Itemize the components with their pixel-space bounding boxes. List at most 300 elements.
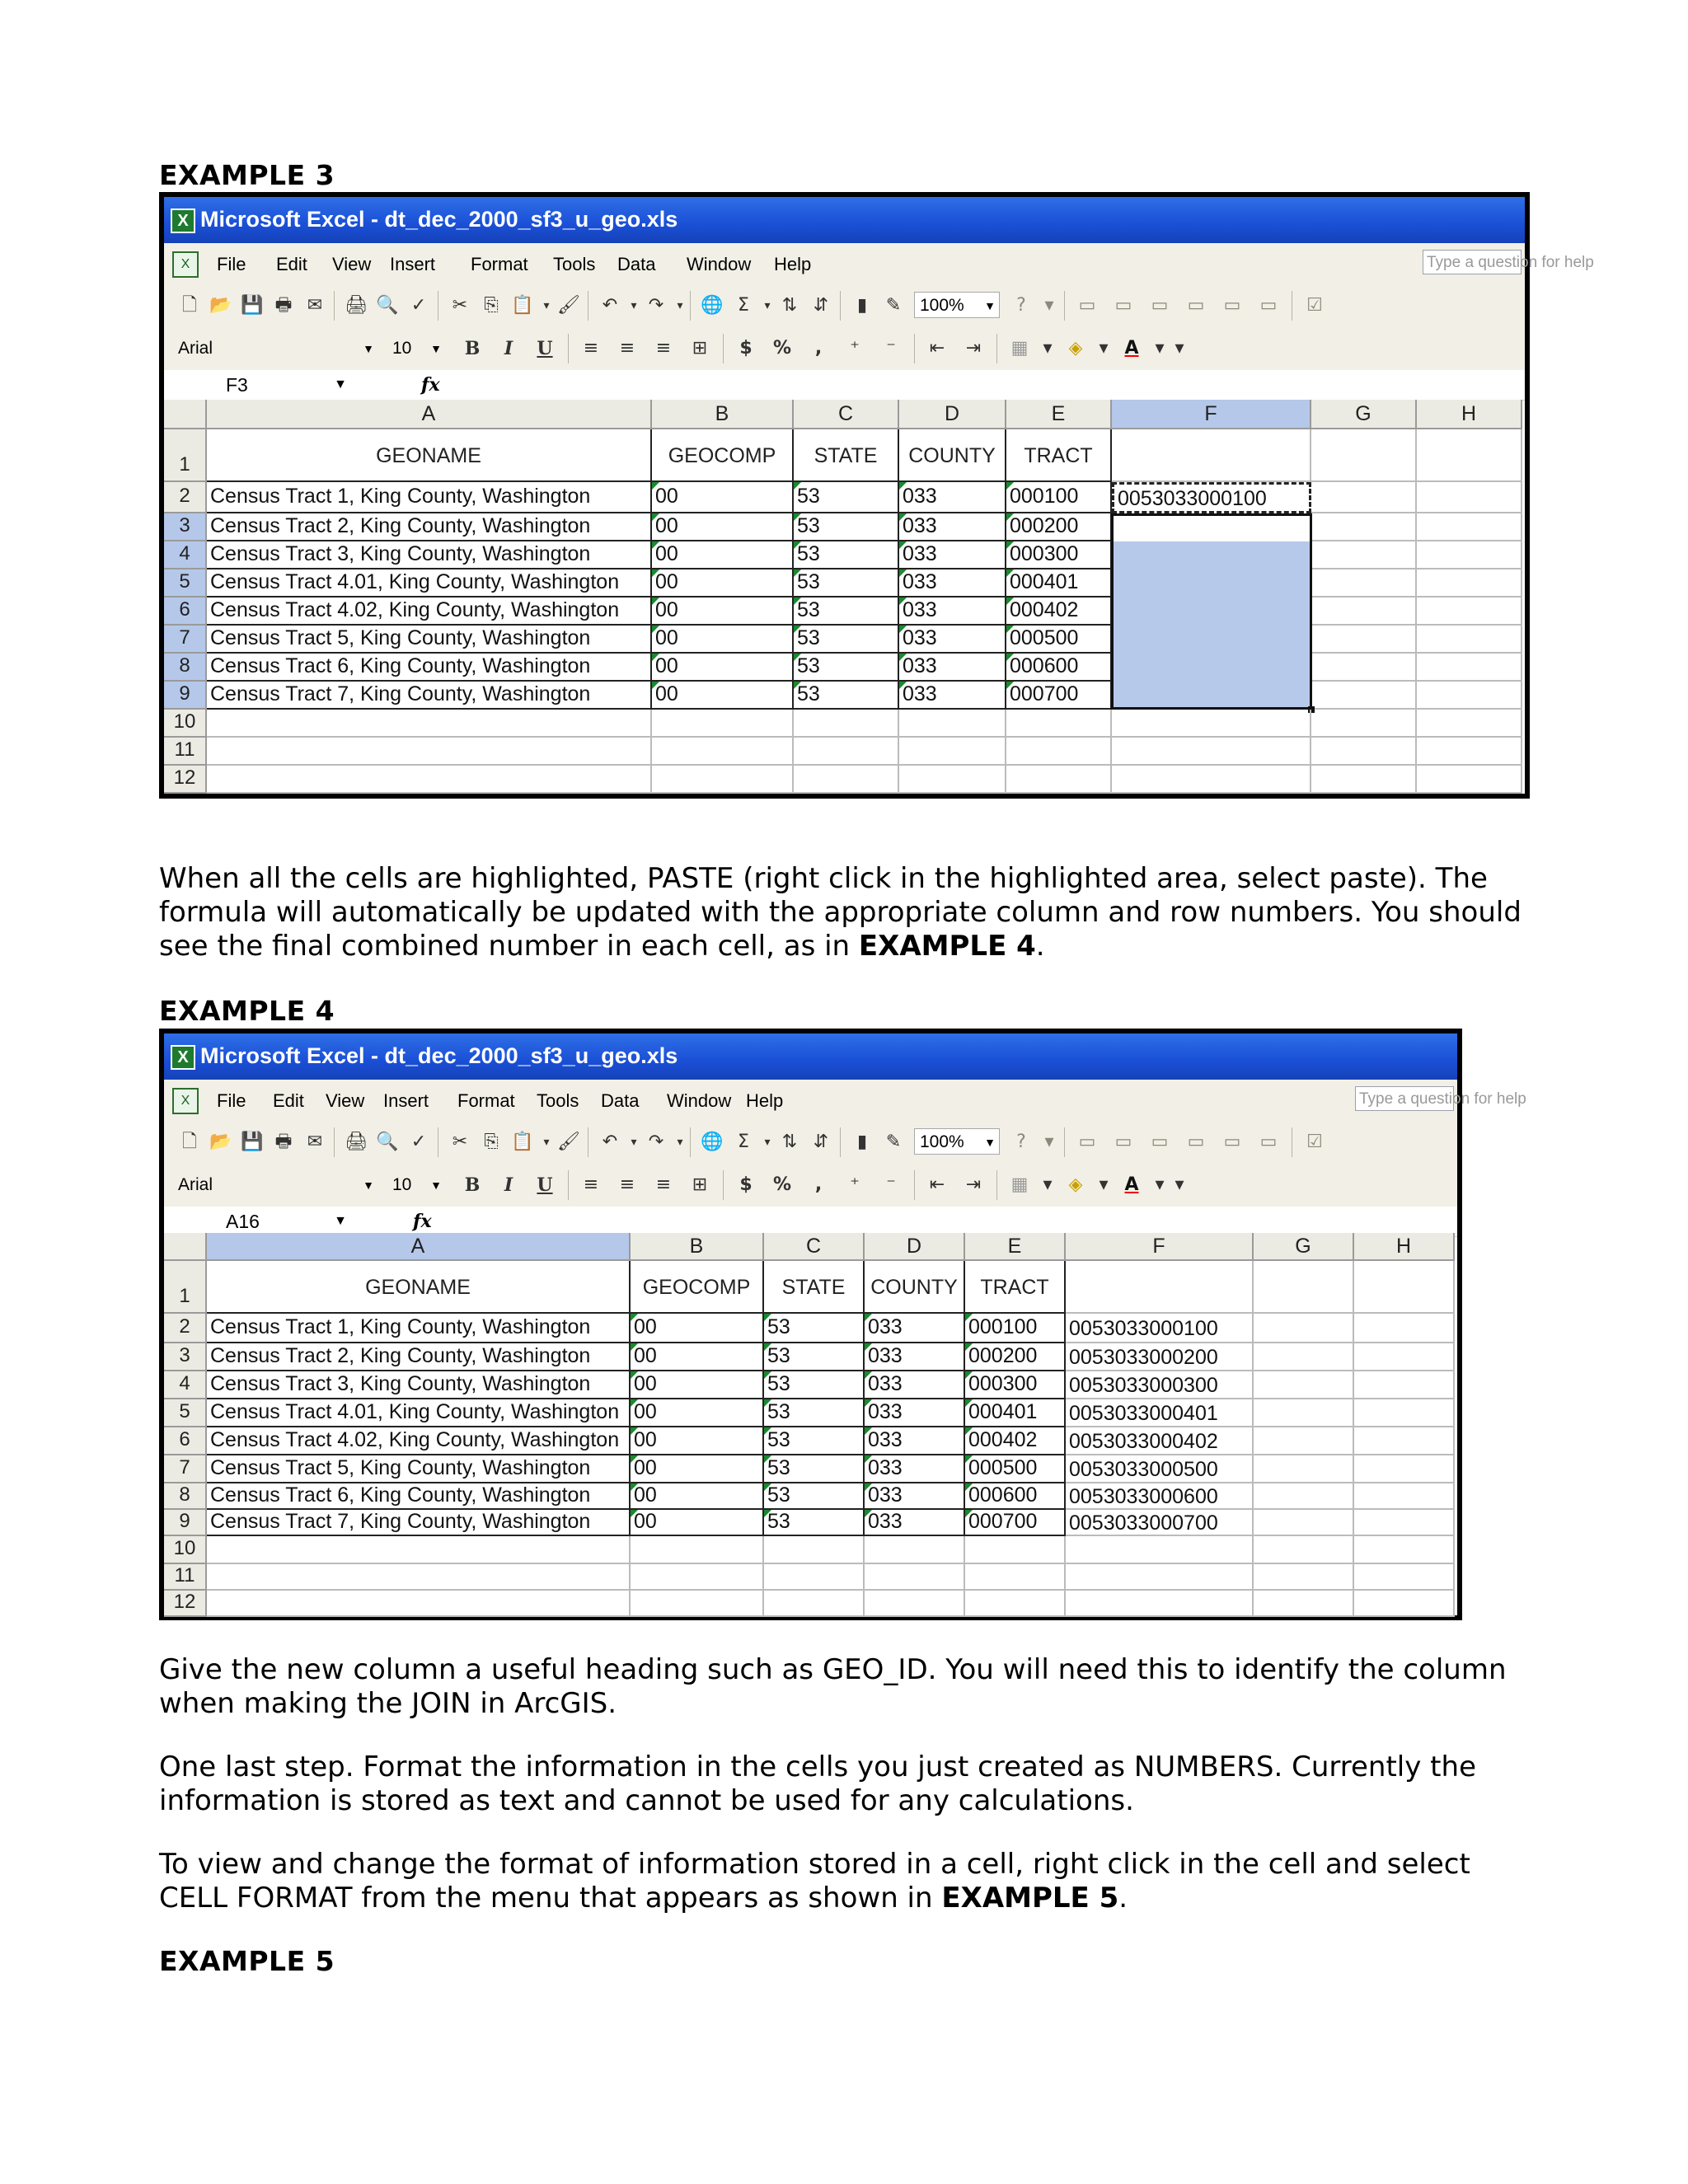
spelling-icon[interactable]: ✓ <box>410 1132 427 1152</box>
cell-geoname[interactable]: Census Tract 3, King County, Washington <box>207 541 652 569</box>
save-icon[interactable]: 💾 <box>241 295 264 316</box>
fill-color-icon[interactable]: ◈ <box>1068 338 1083 359</box>
cell-county[interactable]: 033 <box>865 1427 965 1455</box>
autosum-icon[interactable]: Σ <box>738 295 749 316</box>
menu-view[interactable]: View <box>332 254 372 274</box>
cell-tract[interactable]: 000500 <box>965 1455 1066 1483</box>
cell-state[interactable]: 53 <box>764 1427 865 1455</box>
currency-icon[interactable]: $ <box>739 1174 753 1195</box>
print-icon[interactable]: 🖨 <box>345 295 368 316</box>
cell-geo-id[interactable]: 0053033000600 <box>1066 1483 1254 1510</box>
help-dropdown-icon[interactable]: ▾ <box>1044 1132 1054 1152</box>
comma-icon[interactable]: , <box>814 1174 823 1195</box>
decrease-decimal-icon[interactable]: ⁻ <box>886 338 896 359</box>
empty-cell[interactable] <box>1417 738 1522 766</box>
cell-state[interactable]: 53 <box>794 598 899 626</box>
cell-state[interactable]: 53 <box>764 1399 865 1427</box>
email-icon[interactable]: ✉ <box>307 1132 323 1152</box>
font-color-icon[interactable]: A <box>1124 1174 1139 1195</box>
header-cell-state[interactable]: STATE <box>794 429 899 482</box>
empty-cell[interactable] <box>1254 1399 1354 1427</box>
empty-cell[interactable] <box>1006 710 1112 738</box>
cell-geocomp[interactable]: 00 <box>652 482 794 513</box>
cell-geocomp[interactable]: 00 <box>631 1399 764 1427</box>
empty-cell[interactable] <box>764 1564 865 1591</box>
column-header-c[interactable]: C <box>794 400 899 429</box>
cell-county[interactable]: 033 <box>899 541 1006 569</box>
new-folder-icon[interactable]: ▭ <box>1078 1132 1096 1152</box>
percent-icon[interactable]: % <box>772 1174 792 1195</box>
paste-dropdown-icon[interactable]: ▾ <box>543 1136 550 1149</box>
column-header-g[interactable]: G <box>1311 400 1417 429</box>
copy-icon[interactable]: ⎘ <box>484 1132 499 1152</box>
format-painter-icon[interactable]: 🖌 <box>557 295 580 316</box>
empty-cell[interactable] <box>631 1564 764 1591</box>
workbook-icon[interactable]: X <box>172 1088 199 1114</box>
cell-geoname[interactable]: Census Tract 4.02, King County, Washington <box>207 1427 631 1455</box>
ask-question-input[interactable]: Type a question for help <box>1423 250 1522 274</box>
cell-geocomp[interactable]: 00 <box>631 1427 764 1455</box>
font-name-select[interactable]: Arial ▼ <box>172 335 378 361</box>
cell-county[interactable]: 033 <box>865 1399 965 1427</box>
borders-icon[interactable]: ▦ <box>1010 1174 1029 1195</box>
header-cell-state[interactable]: STATE <box>764 1261 865 1314</box>
empty-cell[interactable] <box>1066 1536 1254 1564</box>
row-header-8[interactable]: 8 <box>164 654 207 682</box>
empty-cell[interactable] <box>1417 766 1522 794</box>
cell-geocomp[interactable]: 00 <box>631 1510 764 1536</box>
header-cell-geoname[interactable]: GEONAME <box>207 1261 631 1314</box>
menu-insert[interactable]: Insert <box>383 1090 429 1111</box>
tools-icon[interactable]: ▭ <box>1259 295 1278 316</box>
cell-county[interactable]: 033 <box>899 513 1006 541</box>
empty-cell[interactable] <box>1354 1343 1455 1371</box>
borders-dropdown-icon[interactable]: ▾ <box>1043 1174 1053 1195</box>
menu-data[interactable]: Data <box>617 254 656 274</box>
row-header-12[interactable]: 12 <box>164 766 207 794</box>
column-header-d[interactable]: D <box>899 400 1006 429</box>
font-color-dropdown-icon[interactable]: ▾ <box>1155 1174 1165 1195</box>
name-box-dropdown-icon[interactable]: ▼ <box>334 377 347 391</box>
align-center-icon[interactable]: ≡ <box>619 338 635 359</box>
redo-icon[interactable]: ↷ <box>648 295 664 316</box>
toolbar-options-icon[interactable]: ▾ <box>1175 338 1184 359</box>
cell-geocomp[interactable]: 00 <box>631 1455 764 1483</box>
select-all-corner[interactable] <box>164 1233 207 1261</box>
row-header-11[interactable]: 11 <box>164 738 207 766</box>
chart-wizard-icon[interactable]: ▮ <box>856 1132 868 1152</box>
menu-help[interactable]: Help <box>746 1090 784 1111</box>
row-header-1[interactable]: 1 <box>164 1261 207 1314</box>
bold-icon[interactable]: B <box>464 338 481 359</box>
cell-geo-id[interactable]: 0053033000200 <box>1066 1343 1254 1371</box>
decrease-decimal-icon[interactable]: ⁻ <box>886 1174 896 1195</box>
autosum-icon[interactable]: Σ <box>738 1132 749 1152</box>
align-right-icon[interactable]: ≡ <box>655 338 672 359</box>
help-icon[interactable]: ? <box>1016 1132 1026 1152</box>
paste-icon[interactable]: 📋 <box>511 1132 534 1152</box>
empty-cell[interactable] <box>1254 1510 1354 1536</box>
empty-cell[interactable] <box>1417 682 1522 710</box>
format-painter-icon[interactable]: 🖌 <box>557 1132 580 1152</box>
cell-county[interactable]: 033 <box>865 1483 965 1510</box>
column-header-e[interactable]: E <box>965 1233 1066 1261</box>
hyperlink-icon[interactable]: 🌐 <box>701 295 724 316</box>
empty-cell[interactable] <box>1254 1455 1354 1483</box>
row-header-2[interactable]: 2 <box>164 1314 207 1343</box>
folder-2-icon[interactable]: ▭ <box>1151 295 1169 316</box>
empty-cell[interactable] <box>1417 598 1522 626</box>
increase-indent-icon[interactable]: ⇥ <box>965 338 982 359</box>
row-header-10[interactable]: 10 <box>164 1536 207 1564</box>
empty-cell[interactable] <box>1254 1261 1354 1314</box>
empty-cell[interactable] <box>1006 766 1112 794</box>
empty-cell[interactable] <box>794 710 899 738</box>
empty-cell[interactable] <box>1417 569 1522 598</box>
empty-cell[interactable] <box>1311 513 1417 541</box>
permission-icon[interactable]: 🖶 <box>274 295 293 316</box>
empty-cell[interactable] <box>1311 626 1417 654</box>
row-header-9[interactable]: 9 <box>164 1510 207 1536</box>
empty-cell[interactable] <box>1354 1427 1455 1455</box>
header-cell-county[interactable]: COUNTY <box>899 429 1006 482</box>
cell-state[interactable]: 53 <box>764 1371 865 1399</box>
paste-icon[interactable]: 📋 <box>511 295 534 316</box>
cell-state[interactable]: 53 <box>794 513 899 541</box>
undo-dropdown-icon[interactable]: ▾ <box>631 1136 637 1149</box>
cell-geocomp[interactable]: 00 <box>652 541 794 569</box>
empty-cell[interactable] <box>1311 738 1417 766</box>
cell-geoname[interactable]: Census Tract 5, King County, Washington <box>207 626 652 654</box>
name-box[interactable]: F3 ▼ <box>164 370 354 400</box>
empty-cell[interactable] <box>865 1564 965 1591</box>
cell-county[interactable]: 033 <box>865 1371 965 1399</box>
column-header-b[interactable]: B <box>652 400 794 429</box>
empty-cell[interactable] <box>1311 682 1417 710</box>
align-left-icon[interactable]: ≡ <box>583 1174 599 1195</box>
cell-county[interactable]: 033 <box>899 482 1006 513</box>
cell-tract[interactable]: 000700 <box>1006 682 1112 710</box>
review-icon[interactable]: ☑ <box>1306 1132 1323 1152</box>
cell-geoname[interactable]: Census Tract 5, King County, Washington <box>207 1455 631 1483</box>
empty-cell[interactable] <box>1254 1427 1354 1455</box>
cell-geoname[interactable]: Census Tract 2, King County, Washington <box>207 513 652 541</box>
empty-cell[interactable] <box>652 738 794 766</box>
save-icon[interactable]: 💾 <box>241 1132 264 1152</box>
empty-cell[interactable] <box>1311 429 1417 482</box>
sort-ascending-icon[interactable]: ⇅ <box>781 1132 798 1152</box>
cell-geoname[interactable]: Census Tract 2, King County, Washington <box>207 1343 631 1371</box>
font-size-select[interactable]: 10 ▼ <box>387 335 446 361</box>
align-right-icon[interactable]: ≡ <box>655 1174 672 1195</box>
mail-icon[interactable]: ▭ <box>1187 295 1205 316</box>
underline-icon[interactable]: U <box>537 1174 553 1196</box>
cell-county[interactable]: 033 <box>899 626 1006 654</box>
empty-cell[interactable] <box>1354 1510 1455 1536</box>
header-cell-geocomp[interactable]: GEOCOMP <box>631 1261 764 1314</box>
row-header-1[interactable]: 1 <box>164 429 207 482</box>
empty-cell[interactable] <box>1417 710 1522 738</box>
autosum-dropdown-icon[interactable]: ▾ <box>764 299 771 312</box>
empty-cell[interactable] <box>631 1591 764 1617</box>
empty-cell[interactable] <box>1354 1371 1455 1399</box>
empty-cell[interactable] <box>1417 626 1522 654</box>
align-center-icon[interactable]: ≡ <box>619 1174 635 1195</box>
cell-geoname[interactable]: Census Tract 4.01, King County, Washington <box>207 1399 631 1427</box>
cell-geoname[interactable]: Census Tract 4.01, King County, Washington <box>207 569 652 598</box>
align-left-icon[interactable]: ≡ <box>583 338 599 359</box>
cell-geocomp[interactable]: 00 <box>631 1314 764 1343</box>
row-header-3[interactable]: 3 <box>164 513 207 541</box>
menu-window[interactable]: Window <box>667 1090 732 1111</box>
column-header-h[interactable]: H <box>1354 1233 1455 1261</box>
font-name-select[interactable]: Arial ▼ <box>172 1171 378 1197</box>
sort-descending-icon[interactable]: ⇵ <box>813 1132 829 1152</box>
row-header-12[interactable]: 12 <box>164 1591 207 1617</box>
autosum-dropdown-icon[interactable]: ▾ <box>764 1136 771 1149</box>
new-icon[interactable]: 🗋 <box>182 1132 197 1152</box>
cell-state[interactable]: 53 <box>794 569 899 598</box>
font-color-dropdown-icon[interactable]: ▾ <box>1155 338 1165 359</box>
cell-tract[interactable]: 000100 <box>965 1314 1066 1343</box>
folder-icon[interactable]: ▭ <box>1114 295 1132 316</box>
menu-format[interactable]: Format <box>457 1090 515 1111</box>
cell-county[interactable]: 033 <box>899 569 1006 598</box>
currency-icon[interactable]: $ <box>739 338 753 359</box>
name-box[interactable]: A16 ▼ <box>164 1207 354 1236</box>
empty-cell[interactable] <box>207 710 652 738</box>
sort-descending-icon[interactable]: ⇵ <box>813 295 829 316</box>
folder-2-icon[interactable]: ▭ <box>1151 1132 1169 1152</box>
cell-state[interactable]: 53 <box>794 682 899 710</box>
cell-county[interactable]: 033 <box>865 1343 965 1371</box>
empty-cell[interactable] <box>1417 541 1522 569</box>
empty-cell[interactable] <box>1354 1591 1455 1617</box>
empty-cell[interactable] <box>1112 738 1311 766</box>
empty-cell[interactable] <box>794 738 899 766</box>
merge-center-icon[interactable]: ⊞ <box>692 338 708 359</box>
empty-cell[interactable] <box>1311 654 1417 682</box>
menu-edit[interactable]: Edit <box>276 254 307 274</box>
header-cell-geoname[interactable]: GEONAME <box>207 429 652 482</box>
percent-icon[interactable]: % <box>772 338 792 359</box>
cell-county[interactable]: 033 <box>899 654 1006 682</box>
increase-decimal-icon[interactable]: ⁺ <box>850 338 860 359</box>
column-header-g[interactable]: G <box>1254 1233 1354 1261</box>
column-header-h[interactable]: H <box>1417 400 1522 429</box>
empty-cell[interactable] <box>1311 598 1417 626</box>
cell-geocomp[interactable]: 00 <box>652 654 794 682</box>
insert-function-icon[interactable]: fx <box>413 1211 432 1232</box>
hyperlink-icon[interactable]: 🌐 <box>701 1132 724 1152</box>
row-header-10[interactable]: 10 <box>164 710 207 738</box>
empty-cell[interactable] <box>1417 482 1522 513</box>
drawing-icon[interactable]: ✎ <box>885 1132 902 1152</box>
print-preview-icon[interactable]: 🔍 <box>376 295 399 316</box>
empty-cell[interactable] <box>1066 1564 1254 1591</box>
header-cell-county[interactable]: COUNTY <box>865 1261 965 1314</box>
font-color-icon[interactable]: A <box>1124 338 1139 359</box>
row-header-6[interactable]: 6 <box>164 598 207 626</box>
column-header-f[interactable]: F <box>1112 400 1311 429</box>
cell-geo-id[interactable]: 0053033000402 <box>1066 1427 1254 1455</box>
empty-cell[interactable] <box>207 1564 631 1591</box>
cell-geoname[interactable]: Census Tract 3, King County, Washington <box>207 1371 631 1399</box>
open-icon[interactable]: 📂 <box>209 1132 232 1152</box>
cell-geo-id[interactable]: 0053033000700 <box>1066 1510 1254 1536</box>
empty-cell[interactable] <box>1417 654 1522 682</box>
cell-geocomp[interactable]: 00 <box>652 598 794 626</box>
cell-state[interactable]: 53 <box>764 1343 865 1371</box>
empty-cell[interactable] <box>1066 1261 1254 1314</box>
empty-cell[interactable] <box>1112 710 1311 738</box>
borders-icon[interactable]: ▦ <box>1010 338 1029 359</box>
cell-tract[interactable]: 000500 <box>1006 626 1112 654</box>
menu-file[interactable]: File <box>217 1090 246 1111</box>
empty-cell[interactable] <box>899 710 1006 738</box>
drawing-icon[interactable]: ✎ <box>885 295 902 316</box>
empty-cell[interactable] <box>1254 1564 1354 1591</box>
menu-format[interactable]: Format <box>471 254 528 274</box>
undo-dropdown-icon[interactable]: ▾ <box>631 299 637 312</box>
undo-icon[interactable]: ↶ <box>602 1132 618 1152</box>
zoom-select[interactable]: 100% ▼ <box>914 292 1000 318</box>
merge-center-icon[interactable]: ⊞ <box>692 1174 708 1195</box>
column-header-a[interactable]: A <box>207 400 652 429</box>
cell-geo-id[interactable]: 0053033000401 <box>1066 1399 1254 1427</box>
cell-geocomp[interactable]: 00 <box>631 1343 764 1371</box>
cell-tract[interactable]: 000402 <box>965 1427 1066 1455</box>
windows-icon[interactable]: ▭ <box>1223 295 1241 316</box>
cell-tract[interactable]: 000600 <box>1006 654 1112 682</box>
empty-cell[interactable] <box>1354 1564 1455 1591</box>
row-header-4[interactable]: 4 <box>164 541 207 569</box>
cell-tract[interactable]: 000401 <box>1006 569 1112 598</box>
comma-icon[interactable]: , <box>814 338 823 359</box>
empty-cell[interactable] <box>1354 1261 1455 1314</box>
empty-cell[interactable] <box>965 1536 1066 1564</box>
empty-cell[interactable] <box>652 710 794 738</box>
bold-icon[interactable]: B <box>464 1174 481 1196</box>
cell-state[interactable]: 53 <box>794 654 899 682</box>
menu-edit[interactable]: Edit <box>273 1090 304 1111</box>
cell-geocomp[interactable]: 00 <box>652 513 794 541</box>
menu-file[interactable]: File <box>217 254 246 274</box>
cell-geoname[interactable]: Census Tract 7, King County, Washington <box>207 1510 631 1536</box>
name-box-dropdown-icon[interactable]: ▼ <box>334 1214 347 1228</box>
cell-county[interactable]: 033 <box>865 1510 965 1536</box>
cell-tract[interactable]: 000600 <box>965 1483 1066 1510</box>
column-header-d[interactable]: D <box>865 1233 965 1261</box>
ask-question-input[interactable]: Type a question for help <box>1355 1086 1454 1111</box>
empty-cell[interactable] <box>207 1591 631 1617</box>
empty-cell[interactable] <box>1254 1483 1354 1510</box>
empty-cell[interactable] <box>865 1536 965 1564</box>
fill-dropdown-icon[interactable]: ▾ <box>1099 1174 1109 1195</box>
empty-cell[interactable] <box>899 766 1006 794</box>
empty-cell[interactable] <box>1311 766 1417 794</box>
cut-icon[interactable]: ✂ <box>452 1132 468 1152</box>
empty-cell[interactable] <box>1254 1314 1354 1343</box>
row-header-7[interactable]: 7 <box>164 1455 207 1483</box>
mail-icon[interactable]: ▭ <box>1187 1132 1205 1152</box>
cell-tract[interactable]: 000100 <box>1006 482 1112 513</box>
cell-tract[interactable]: 000300 <box>1006 541 1112 569</box>
toolbar-options-icon[interactable]: ▾ <box>1175 1174 1184 1195</box>
row-header-11[interactable]: 11 <box>164 1564 207 1591</box>
copy-icon[interactable]: ⎘ <box>484 295 499 316</box>
empty-cell[interactable] <box>1254 1371 1354 1399</box>
redo-dropdown-icon[interactable]: ▾ <box>677 1136 683 1149</box>
empty-cell[interactable] <box>865 1591 965 1617</box>
row-header-5[interactable]: 5 <box>164 1399 207 1427</box>
cell-county[interactable]: 033 <box>865 1455 965 1483</box>
windows-icon[interactable]: ▭ <box>1223 1132 1241 1152</box>
cell-geocomp[interactable]: 00 <box>631 1371 764 1399</box>
cell-state[interactable]: 53 <box>764 1483 865 1510</box>
column-header-f[interactable]: F <box>1066 1233 1254 1261</box>
menu-tools[interactable]: Tools <box>537 1090 579 1111</box>
empty-cell[interactable] <box>1112 766 1311 794</box>
redo-dropdown-icon[interactable]: ▾ <box>677 299 683 312</box>
empty-cell[interactable] <box>1417 513 1522 541</box>
permission-icon[interactable]: 🖶 <box>274 1132 293 1152</box>
cell-geoname[interactable]: Census Tract 6, King County, Washington <box>207 1483 631 1510</box>
cell-state[interactable]: 53 <box>794 482 899 513</box>
header-cell-geocomp[interactable]: GEOCOMP <box>652 429 794 482</box>
insert-function-icon[interactable]: fx <box>421 374 440 396</box>
empty-cell[interactable] <box>1417 429 1522 482</box>
cell-geoname[interactable]: Census Tract 4.02, King County, Washington <box>207 598 652 626</box>
empty-cell[interactable] <box>1311 710 1417 738</box>
fill-dropdown-icon[interactable]: ▾ <box>1099 338 1109 359</box>
cell-geoname[interactable]: Census Tract 1, King County, Washington <box>207 482 652 513</box>
empty-cell[interactable] <box>1354 1536 1455 1564</box>
cell-state[interactable]: 53 <box>764 1510 865 1536</box>
open-icon[interactable]: 📂 <box>209 295 232 316</box>
cell-geocomp[interactable]: 00 <box>631 1483 764 1510</box>
cell-tract[interactable]: 000200 <box>1006 513 1112 541</box>
row-header-4[interactable]: 4 <box>164 1371 207 1399</box>
folder-icon[interactable]: ▭ <box>1114 1132 1132 1152</box>
fill-color-icon[interactable]: ◈ <box>1068 1174 1083 1195</box>
empty-cell[interactable] <box>1354 1483 1455 1510</box>
row-header-2[interactable]: 2 <box>164 482 207 513</box>
cell-tract[interactable]: 000200 <box>965 1343 1066 1371</box>
underline-icon[interactable]: U <box>537 338 553 359</box>
empty-cell[interactable] <box>764 1591 865 1617</box>
empty-cell[interactable] <box>631 1536 764 1564</box>
help-icon[interactable]: ? <box>1016 295 1026 316</box>
menu-help[interactable]: Help <box>774 254 812 274</box>
empty-cell[interactable] <box>1354 1399 1455 1427</box>
cell-geo-id[interactable]: 0053033000100 <box>1112 482 1311 513</box>
empty-cell[interactable] <box>1254 1591 1354 1617</box>
menu-view[interactable]: View <box>326 1090 365 1111</box>
row-header-9[interactable]: 9 <box>164 682 207 710</box>
cell-state[interactable]: 53 <box>764 1314 865 1343</box>
cell-county[interactable]: 033 <box>865 1314 965 1343</box>
empty-cell[interactable] <box>1112 429 1311 482</box>
column-header-b[interactable]: B <box>631 1233 764 1261</box>
cell-geo-id[interactable]: 0053033000500 <box>1066 1455 1254 1483</box>
empty-cell[interactable] <box>207 738 652 766</box>
header-cell-tract[interactable]: TRACT <box>1006 429 1112 482</box>
empty-cell[interactable] <box>794 766 899 794</box>
print-preview-icon[interactable]: 🔍 <box>376 1132 399 1152</box>
empty-cell[interactable] <box>1354 1314 1455 1343</box>
row-header-3[interactable]: 3 <box>164 1343 207 1371</box>
